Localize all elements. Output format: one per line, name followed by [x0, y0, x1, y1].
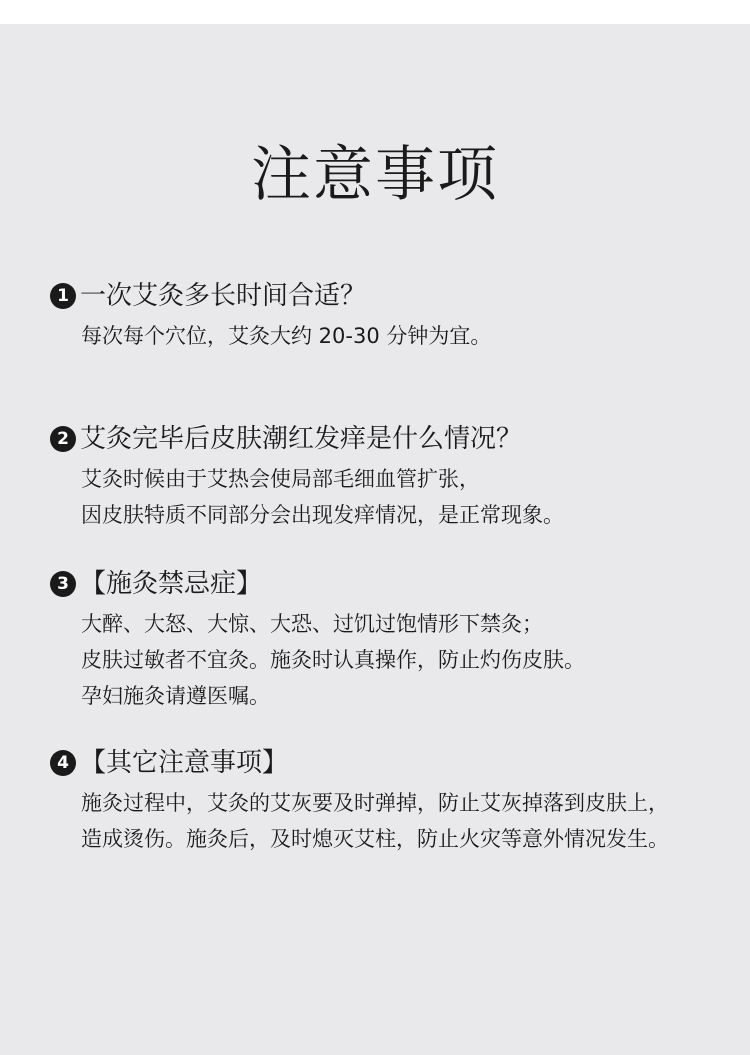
- section-body: [50, 606, 730, 714]
- body-line: 孕妇施灸请遵医嘱。: [81, 684, 270, 708]
- section-heading: [50, 278, 730, 314]
- section-body: [50, 461, 730, 533]
- section-body: [50, 318, 730, 354]
- body-line: 皮肤过敏者不宜灸。施灸时认真操作，防止灼伤皮肤。: [81, 648, 585, 672]
- section-heading: [50, 566, 730, 602]
- section-body: [50, 785, 730, 857]
- page-title: 注意事项: [251, 140, 499, 210]
- section-3: [50, 566, 730, 714]
- section-heading: [50, 745, 730, 781]
- section-2: [50, 421, 730, 533]
- body-line: 艾灸时候由于艾热会使局部毛细血管扩张，: [81, 467, 480, 491]
- body-line: 每次每个穴位，艾灸大约 20-30 分钟为宜。: [81, 324, 492, 348]
- section-heading-text: 【施灸禁忌症】: [80, 569, 263, 599]
- section-4: [50, 745, 730, 857]
- body-line: 施灸过程中，艾灸的艾灰要及时弹掉，防止艾灰掉落到皮肤上，: [81, 791, 669, 815]
- number-badge: 4: [50, 750, 76, 776]
- section-heading-text: 艾灸完毕后皮肤潮红发痒是什么情况？: [80, 424, 523, 454]
- section-1: [50, 278, 730, 354]
- number-badge: 2: [50, 426, 76, 452]
- section-heading-text: 【其它注意事项】: [80, 748, 289, 778]
- number-badge: 3: [50, 571, 76, 597]
- section-heading-text: 一次艾灸多长时间合适？: [80, 281, 367, 311]
- number-badge: 1: [50, 283, 76, 309]
- body-line: 因皮肤特质不同部分会出现发痒情况，是正常现象。: [81, 503, 564, 527]
- section-heading: [50, 421, 730, 457]
- body-line: 大醉、大怒、大惊、大恐、过饥过饱情形下禁灸；: [81, 612, 543, 636]
- body-line: 造成烫伤。施灸后，及时熄灭艾柱，防止火灾等意外情况发生。: [81, 827, 669, 851]
